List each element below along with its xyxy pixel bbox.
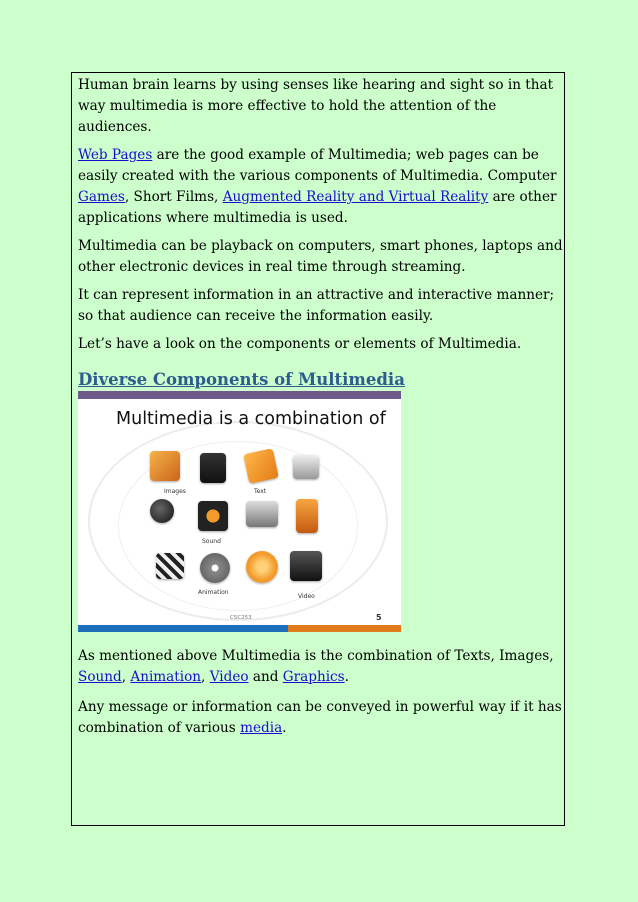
clapperboard-icon [156, 553, 184, 579]
microphone-icon [150, 499, 174, 523]
text-label: Text [254, 488, 267, 495]
link-graphics[interactable]: Graphics [282, 669, 345, 685]
paragraph-conveyed [78, 697, 564, 739]
link-games[interactable]: Games [78, 189, 125, 205]
paragraph-lead-in: Let’s have a look on the components or elements of Multimedia. [78, 336, 522, 352]
link-ar-vr[interactable]: Augmented Reality and Virtual Reality [222, 189, 489, 205]
link-video[interactable]: Video [209, 669, 249, 685]
link-animation[interactable]: Animation [130, 669, 202, 685]
speaker-icon [198, 501, 228, 531]
comma: , [201, 669, 210, 685]
paragraph-playback: Multimedia can be playback on computers, smart phones, laptops and other electronic devices in real time through streaming. [78, 238, 563, 275]
projector-icon [290, 551, 322, 581]
camera-icon [293, 455, 319, 479]
slide-top-bar [78, 391, 401, 399]
slide-page-number: 5 [376, 613, 382, 622]
images-icon [150, 451, 180, 481]
sound-label: Sound [202, 538, 221, 545]
filmstrip-icon [296, 499, 318, 533]
body-text-after-image [78, 646, 564, 748]
paragraph-text: are the good example of Multimedia; web pages can be easily created with the various components of Multimedia. Computer [78, 147, 557, 184]
film-roll-icon [200, 453, 226, 483]
comma: , [121, 669, 131, 685]
link-sound[interactable]: Sound [78, 669, 122, 685]
text-document-icon [243, 448, 279, 484]
paragraph-applications [78, 145, 564, 229]
paragraph-text: As mentioned above Multimedia is the combination of Texts, Images, [78, 648, 554, 664]
film-reel-icon [200, 553, 230, 583]
slide-footer-orange-bar [288, 625, 401, 632]
period: . [344, 669, 349, 685]
paragraph-intro: Human brain learns by using senses like hearing and sight so in that way multimedia is more effective to hold the attention of the audiences. [78, 77, 554, 135]
paragraph-text: , Short Films, [124, 189, 223, 205]
body-text [78, 75, 564, 391]
section-heading: Diverse Components of Multimedia [78, 370, 405, 389]
link-media[interactable]: media [240, 720, 283, 736]
paragraph-text: and [248, 669, 283, 685]
video-label: Video [298, 593, 315, 600]
paragraph-combination [78, 646, 564, 688]
animation-label: Animation [198, 589, 229, 596]
link-web-pages[interactable]: Web Pages [78, 147, 153, 163]
multimedia-slide-image [78, 391, 401, 632]
music-cd-icon [246, 551, 278, 583]
paragraph-text: are other applications where multimedia is used. [78, 189, 557, 226]
video-camera-icon [246, 501, 278, 527]
images-label: Images [164, 488, 186, 495]
paragraph-interactive: It can represent information in an attractive and interactive manner; so that audience can receive the information easily. [78, 287, 555, 324]
paragraph-text: Any message or information can be conveyed in powerful way if it has combination of various [78, 699, 562, 736]
slide-footnote: CSC253 [230, 615, 252, 621]
slide-title: Multimedia is a combination of [116, 409, 386, 429]
slide-footer-blue-bar [78, 625, 288, 632]
period: . [282, 720, 287, 736]
